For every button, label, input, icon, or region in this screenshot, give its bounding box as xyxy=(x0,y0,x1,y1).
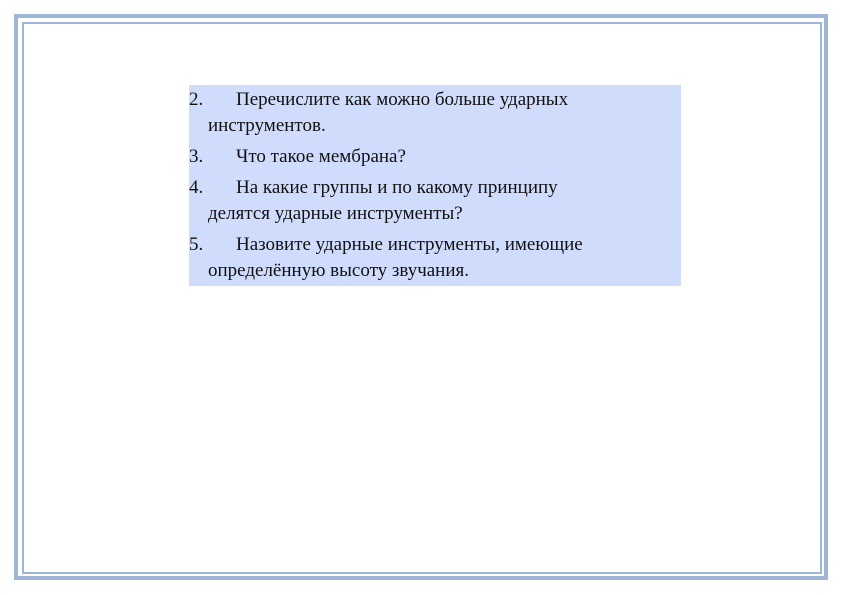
question-list xyxy=(189,85,681,286)
question-text: Перечислите как можно больше ударных xyxy=(236,89,569,110)
question-text-continued: инструментов. xyxy=(208,115,326,136)
question-number: 5. xyxy=(189,234,204,255)
question-text: Что такое мембрана? xyxy=(236,146,406,167)
question-number: 2. xyxy=(189,89,204,110)
list-item xyxy=(189,87,681,139)
list-item xyxy=(189,232,681,284)
question-number: 3. xyxy=(189,146,204,167)
question-text: На какие группы и по какому принципу xyxy=(236,177,558,198)
question-text-continued: делятся ударные инструменты? xyxy=(208,203,463,224)
question-text-continued: определённую высоту звучания. xyxy=(208,260,470,281)
list-item xyxy=(189,175,681,227)
question-number: 4. xyxy=(189,177,204,198)
list-item xyxy=(189,144,681,170)
question-text: Назовите ударные инструменты, имеющие xyxy=(236,234,583,255)
